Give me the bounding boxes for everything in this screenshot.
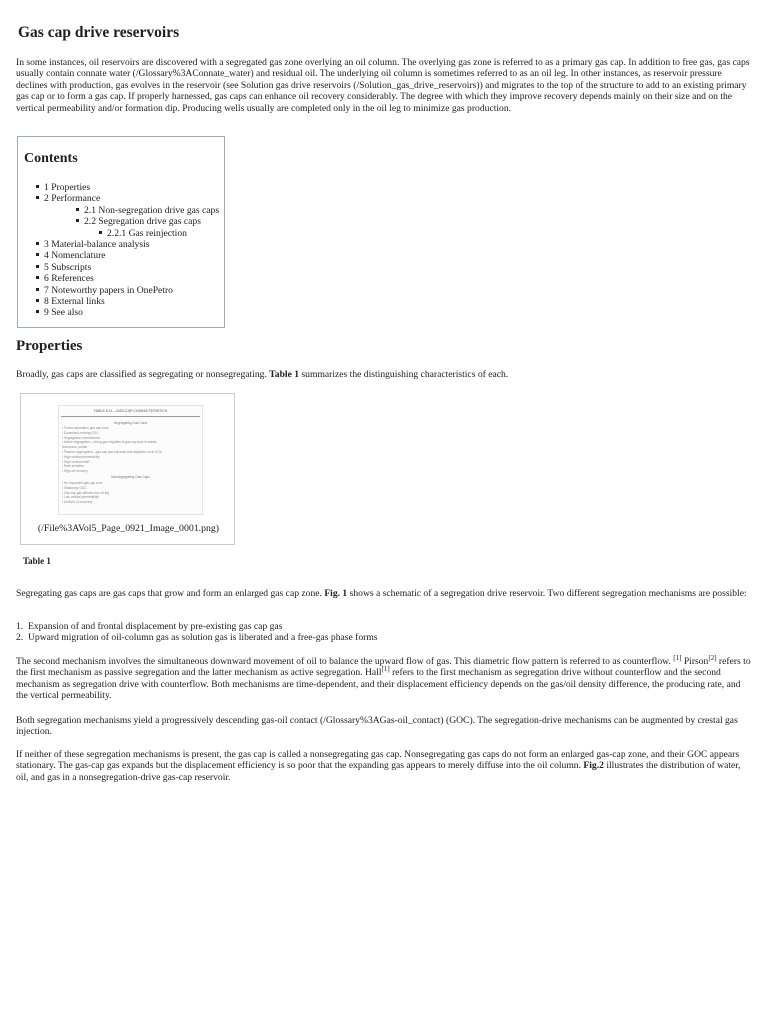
bullet-icon xyxy=(99,231,102,234)
toc-item[interactable] xyxy=(36,250,222,261)
toc-link[interactable]: 9 See also xyxy=(44,307,83,319)
thumbnail-line: • Stationary GOC xyxy=(62,485,87,490)
toc-item[interactable] xyxy=(36,285,222,296)
goc-paragraph: Both segregation mechanisms yield a progressively descending gas-oil contact (/Glossary%3AGas-oil_contact) (GOC). The segregation-drive mechanisms can be augmented by crestal gas injection. xyxy=(16,715,738,738)
list-number: 1. xyxy=(16,621,24,632)
toc-item[interactable] xyxy=(36,216,222,227)
toc-title: Contents xyxy=(24,151,78,166)
mechanism-list xyxy=(16,621,378,644)
toc-link[interactable]: 7 Noteworthy papers in OnePetro xyxy=(44,284,173,296)
thumbnail-line: • High vertical relief xyxy=(62,459,90,464)
thumbnail-line: • Downward-moving GOC xyxy=(62,430,99,435)
nonsegregating-paragraph xyxy=(16,749,752,783)
toc-link[interactable]: 8 External links xyxy=(44,296,105,308)
toc-link[interactable]: 3 Material-balance analysis xyxy=(44,239,150,251)
bullet-icon xyxy=(36,299,39,302)
segregating-paragraph xyxy=(16,588,752,599)
figure-caption[interactable]: (/File%3AVol5_Page_0921_Image_0001.png) xyxy=(37,523,220,534)
bullet-icon xyxy=(36,276,39,279)
fig-1-reference: Fig. 1 xyxy=(324,588,348,599)
toc-link[interactable]: 2.1 Non-segregation drive gas caps xyxy=(84,204,220,216)
page-title: Gas cap drive reservoirs xyxy=(18,24,180,41)
toc-link[interactable]: 4 Nomenclature xyxy=(44,250,106,262)
bullet-icon xyxy=(36,253,39,256)
thumbnail-line: • High oil recovery xyxy=(62,469,88,474)
text-run: Segregating gas caps are gas caps that grow and form an enlarged gas cap zone. xyxy=(16,588,325,599)
thumbnail-line: • Active segregation—oil-leg gas migrates to gas cap and oil drains xyxy=(62,440,157,445)
reference-link[interactable]: [2] xyxy=(708,654,717,662)
text-run: Broadly, gas caps are classified as segregating or nonsegregating. xyxy=(16,369,270,380)
bullet-icon xyxy=(76,208,79,211)
bullet-icon xyxy=(76,219,79,222)
table-1-figure xyxy=(20,393,235,545)
toc-item[interactable] xyxy=(36,262,222,273)
bullet-icon xyxy=(36,310,39,313)
thumbnail-rule xyxy=(61,416,200,417)
text-run: The second mechanism involves the simultaneous downward movement of oil to balance the upward flow of gas. This diametric flow pattern is referred to as counterflow. xyxy=(16,656,674,667)
list-text: Expansion of and frontal displacement by pre-existing gas cap gas xyxy=(28,621,283,632)
properties-intro xyxy=(16,369,752,380)
thumbnail-seg-heading: Segregating Gas Caps xyxy=(113,421,148,425)
thumbnail-line: • Gas cap gas diffuses into oil leg xyxy=(62,490,109,495)
toc-item[interactable] xyxy=(36,193,222,204)
thumbnail-line: downward, partial xyxy=(62,445,87,450)
thumbnail-line: • Segregation mechanisms xyxy=(62,435,100,440)
toc-item[interactable] xyxy=(36,205,222,216)
reference-link[interactable]: [1] xyxy=(673,654,682,662)
table-of-contents xyxy=(17,136,225,328)
bullet-icon xyxy=(36,242,39,245)
table-label: Table 1 xyxy=(23,556,51,566)
thumbnail-line: • High vertical permeability xyxy=(62,454,100,459)
toc-link[interactable]: 2 Performance xyxy=(44,193,101,205)
toc-link[interactable]: 1 Properties xyxy=(44,182,91,193)
thumbnail-line: • Uniform oil recovery xyxy=(62,500,93,505)
bullet-icon xyxy=(36,185,39,188)
table-1-image[interactable] xyxy=(58,405,203,515)
thumbnail-nonseg-heading: Nonsegregating Gas Caps xyxy=(111,475,150,479)
list-item xyxy=(16,621,378,632)
thumbnail-title: TABLE 8.11—GAS-CAP CHARACTERISTICS xyxy=(93,409,168,413)
toc-item[interactable] xyxy=(36,228,222,239)
toc-item[interactable] xyxy=(36,296,222,307)
list-number: 2. xyxy=(16,632,24,644)
thumbnail-line: • Passive segregation—gas cap gas expands and displaces oil at GOC xyxy=(62,450,163,454)
toc-item[interactable] xyxy=(36,273,222,284)
reference-link[interactable]: [1] xyxy=(381,665,390,674)
toc-item[interactable] xyxy=(36,182,222,193)
thumbnail-line: • Rate sensitive xyxy=(62,464,85,469)
text-run: refers to the first mechanism as segregation drive without counterflow and the second mechanism as segregation drive with counterflow. Both mechanisms are time-dependent, and their displacement efficiency depends on the gas/oil density difference, the producing rate, and the vertical permeability. xyxy=(16,667,741,702)
toc-link[interactable]: 6 References xyxy=(44,273,94,285)
thumbnail-line: • Forms separation gas cap zone xyxy=(62,426,109,430)
text-run: refers to the first mechanism as passive segregation and the latter mechanism as active segregation. Hall xyxy=(16,656,751,679)
toc-link[interactable]: 5 Subscripts xyxy=(44,261,92,273)
bullet-icon xyxy=(36,265,39,268)
toc-item[interactable] xyxy=(36,307,222,318)
thumbnail-line: • Low vertical permeability xyxy=(62,495,99,500)
intro-paragraph: In some instances, oil reservoirs are discovered with a segregated gas zone overlying an oil column. The overlying gas zone is referred to as a primary gas cap. In addition to free gas, gas caps usually contain connate water (/Glossary%3AConnate_water) and residual oil. The underlying oil column is sometimes referred to as an oil leg. In other instances, as reservoir pressure declines with production, gas evolves in the reservoir (see Solution gas drive reservoirs (/Solution_gas_drive_reservoirs)) and migrates to the top of the structure to add to an existing primary gas cap or to form a gas cap. If properly harnessed, gas caps can enhance oil recovery considerably. The degree with which they improve recovery depends mainly on their size and on the vertical permeability and/or formation dip. Producing wells usually are completed only in the oil leg to minimize gas production. xyxy=(16,57,750,114)
text-run: If neither of these segregation mechanisms is present, the gas cap is called a nonsegregating gas cap. Nonsegregating gas caps do not form an enlarged gas-cap zone, and their GOC appears stationary. The gas-cap gas expands but the displacement efficiency is so poor that the expanding gas appears to merely diffuse into the oil column. xyxy=(16,749,740,772)
toc-list xyxy=(36,182,222,319)
text-run: Pirson xyxy=(681,656,709,667)
fig-2-reference: Fig.2 xyxy=(583,760,604,772)
list-text: Upward migration of oil-column gas as solution gas is liberated and a free-gas phase forms xyxy=(28,632,378,644)
bullet-icon xyxy=(36,288,39,291)
list-item xyxy=(16,632,378,643)
toc-link[interactable]: 2.2 Segregation drive gas caps xyxy=(84,216,201,228)
counterflow-paragraph xyxy=(16,656,752,702)
text-run: summarizes the distinguishing characteristics of each. xyxy=(299,369,509,380)
text-run: shows a schematic of a segregation drive reservoir. Two different segregation mechanisms are possible: xyxy=(347,588,747,599)
toc-item[interactable] xyxy=(36,239,222,250)
thumbnail-line: • No expanded gas cap zone xyxy=(62,481,103,485)
text-run: illustrates the distribution of water, oil, and gas in a nonsegregation-drive gas-cap reservoir. xyxy=(16,760,741,783)
toc-link[interactable]: 2.2.1 Gas reinjection xyxy=(107,227,187,239)
bullet-icon xyxy=(36,196,39,199)
properties-heading: Properties xyxy=(16,338,83,354)
table-1-reference: Table 1 xyxy=(269,369,300,380)
